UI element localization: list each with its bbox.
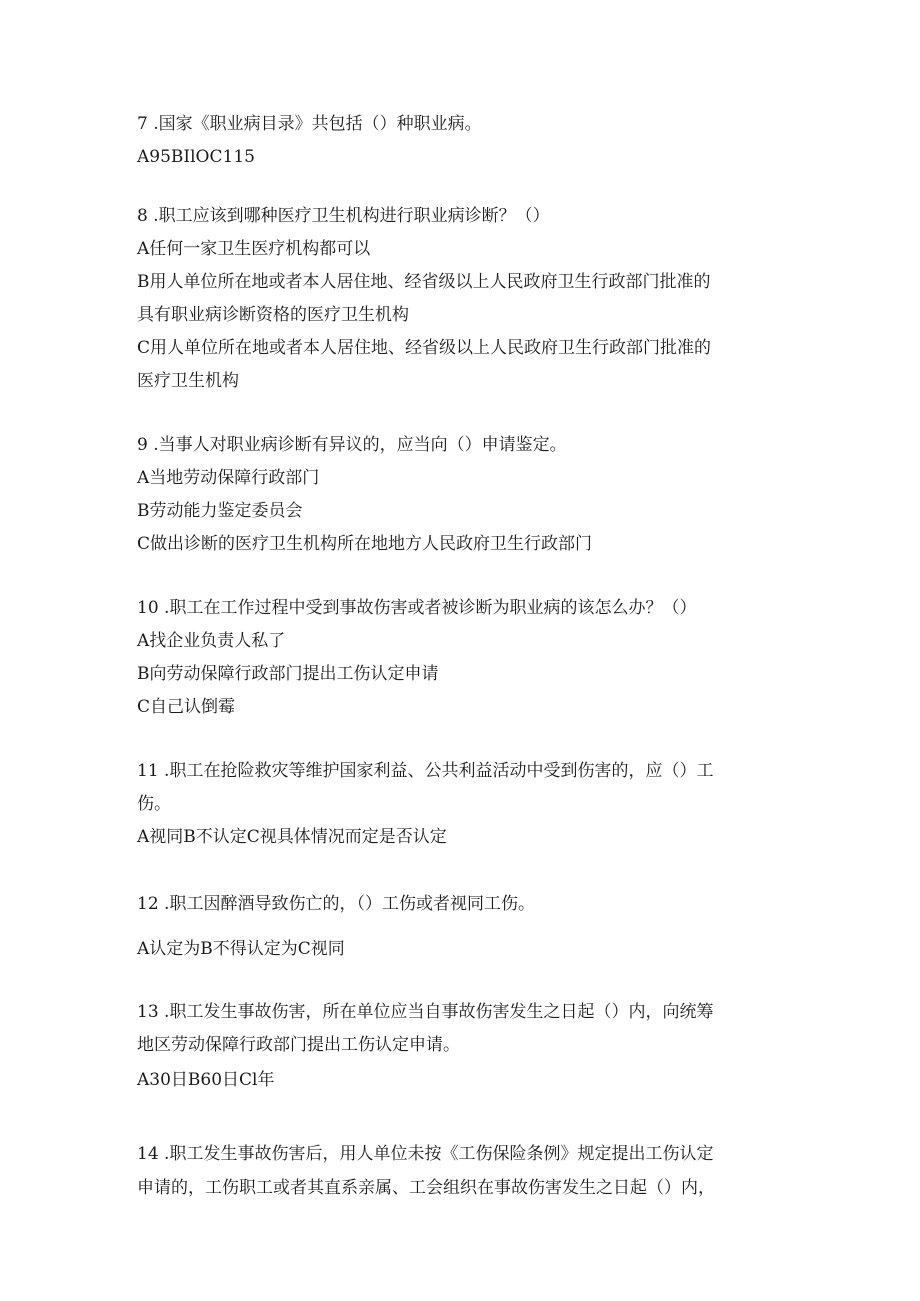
question-11-options: A视同B不认定C视具体情况而定是否认定 bbox=[137, 827, 447, 847]
question-10-stem: 10 .职工在工作过程中受到事故伤害或者被诊断为职业病的该怎么办？（） bbox=[137, 598, 697, 618]
question-7-stem: 7 .国家《职业病目录》共包括（）种职业病。 bbox=[137, 114, 482, 134]
question-9-stem: 9 .当事人对职业病诊断有异议的，应当向（）申请鉴定。 bbox=[137, 435, 567, 455]
question-8-option-b: B用人单位所在地或者本人居住地、经省级以上人民政府卫生行政部门批准的 bbox=[137, 272, 711, 292]
question-13-options: A30日B60日Cl年 bbox=[137, 1070, 275, 1090]
question-7-options: A95BIlOC115 bbox=[137, 147, 255, 167]
question-14-stem-cont: 申请的，工伤职工或者其直系亲属、工会组织在事故伤害发生之日起（）内， bbox=[137, 1178, 715, 1198]
question-9-option-b: B劳动能力鉴定委员会 bbox=[137, 501, 303, 521]
question-8-stem: 8 .职工应该到哪种医疗卫生机构进行职业病诊断？（） bbox=[137, 206, 550, 226]
question-11-stem: 11 .职工在抢险救灾等维护国家利益、公共利益活动中受到伤害的，应（）工 bbox=[137, 761, 714, 781]
question-10-option-b: B向劳动保障行政部门提出工伤认定申请 bbox=[137, 664, 439, 684]
question-12-options: A认定为B不得认定为C视同 bbox=[137, 939, 345, 959]
question-8-option-b-cont: 具有职业病诊断资格的医疗卫生机构 bbox=[137, 305, 409, 325]
question-10-option-a: A找企业负责人私了 bbox=[137, 631, 286, 651]
question-10-option-c: C自己认倒霉 bbox=[137, 697, 236, 717]
question-9-option-a: A当地劳动保障行政部门 bbox=[137, 468, 320, 488]
question-8-option-a: A任何一家卫生医疗机构都可以 bbox=[137, 239, 371, 259]
question-9-option-c: C做出诊断的医疗卫生机构所在地地方人民政府卫生行政部门 bbox=[137, 534, 593, 554]
question-14-stem: 14 .职工发生事故伤害后，用人单位未按《工伤保险条例》规定提出工伤认定 bbox=[137, 1144, 714, 1164]
question-13-stem-cont: 地区劳动保障行政部门提出工伤认定申请。 bbox=[137, 1035, 460, 1055]
question-11-stem-cont: 伤。 bbox=[137, 794, 171, 814]
question-13-stem: 13 .职工发生事故伤害，所在单位应当自事故伤害发生之日起（）内，向统筹 bbox=[137, 1002, 714, 1022]
question-8-option-c-cont: 医疗卫生机构 bbox=[137, 371, 239, 391]
question-12-stem: 12 .职工因醉酒导致伤亡的，（）工伤或者视同工伤。 bbox=[137, 894, 535, 914]
question-8-option-c: C用人单位所在地或者本人居住地、经省级以上人民政府卫生行政部门批准的 bbox=[137, 338, 712, 358]
